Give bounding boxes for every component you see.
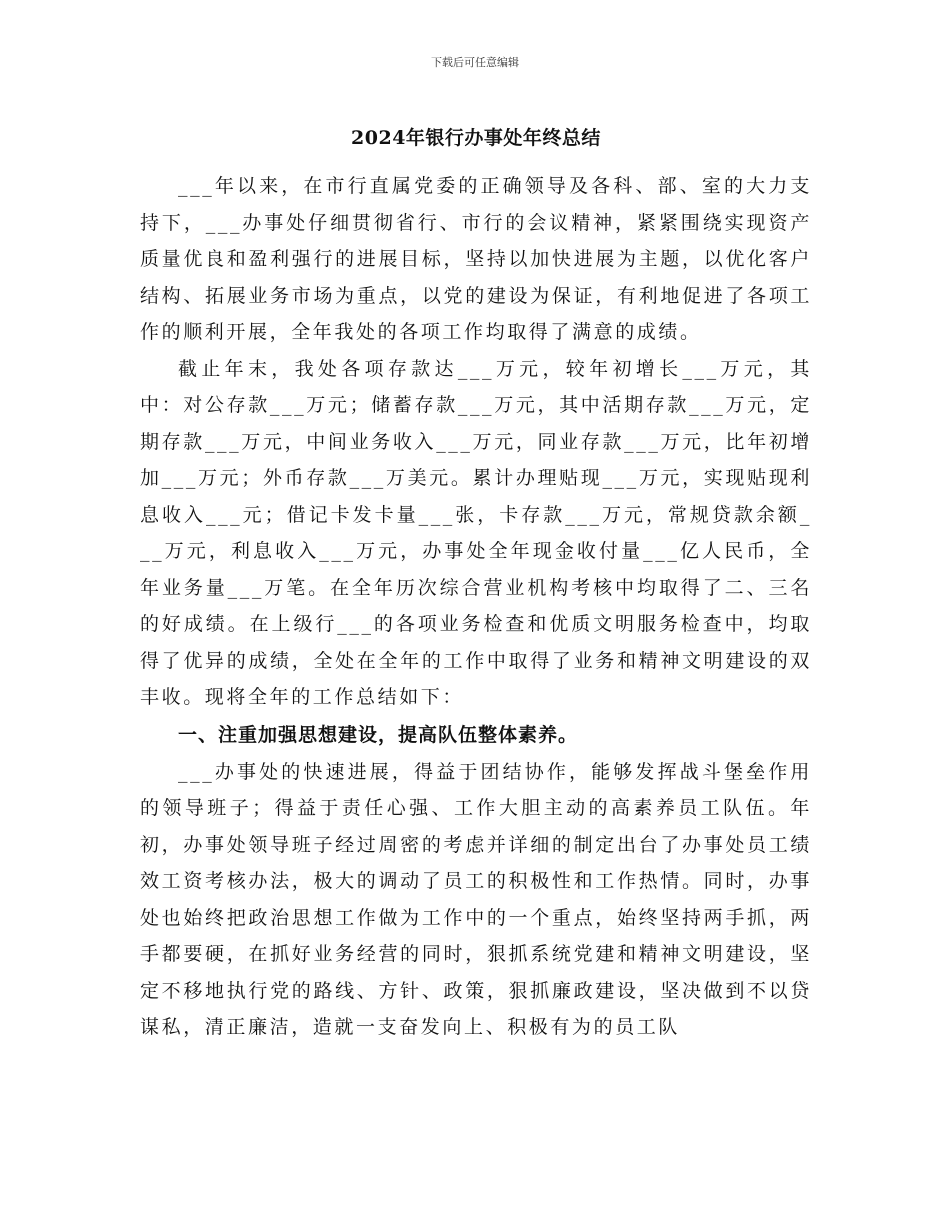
section-1-paragraph: ___办事处的快速进展，得益于团结协作，能够发挥战斗堡垒作用的领导班子；得益于责任心强、工作大胆主动的高素养员工队伍。年初，办事处领导班子经过周密的考虑并详细的制定出台了办事处员工绩效工资考核办法，极大的调动了员工的积极性和工作热情。同时，办事处也始终把政治思想工作做为工作中的一个重点，始终坚持两手抓，两手都要硬，在抓好业务经营的同时，狠抓系统党建和精神文明建设，坚定不移地执行党的路线、方针、政策，狠抓廉政建设，坚决做到不以贷谋私，清正廉洁，造就一支奋发向上、积极有为的员工队	[140, 760, 812, 1038]
document-title: 2024年银行办事处年终总结	[351, 127, 601, 149]
statistics-paragraph: 截止年末，我处各项存款达___万元，较年初增长___万元，其中：对公存款___万元；储蓄存款___万元，其中活期存款___万元，定期存款___万元，中间业务收入___万元，同业存款___万元，比年初增加___万元；外币存款___万美元。累计办理贴现___万元，实现贴现利息收入___元；借记卡发卡量___张，卡存款___万元，常规贷款余额___万元，利息收入___万元，办事处全年现金收付量___亿人民币，全年业务量___万笔。在全年历次综合营业机构考核中均取得了二、三名的好成绩。在上级行___的各项业务检查和优质文明服务检查中，均取得了优异的成绩，全处在全年的工作中取得了业务和精神文明建设的双丰收。现将全年的工作总结如下：	[140, 357, 812, 708]
section-heading-1: 一、注重加强思想建设，提高队伍整体素养。	[178, 723, 579, 746]
intro-paragraph: ___年以来，在市行直属党委的正确领导及各科、部、室的大力支持下，___办事处仔细贯彻省行、市行的会议精神，紧紧围绕实现资产质量优良和盈利强行的进展目标，坚持以加快进展为主题，以优化客户结构、拓展业务市场为重点，以党的建设为保证，有利地促进了各项工作的顺利开展，全年我处的各项工作均取得了满意的成绩。	[140, 175, 812, 343]
document-body	[140, 118, 812, 1046]
header-note: 下载后可任意编辑	[431, 56, 519, 69]
